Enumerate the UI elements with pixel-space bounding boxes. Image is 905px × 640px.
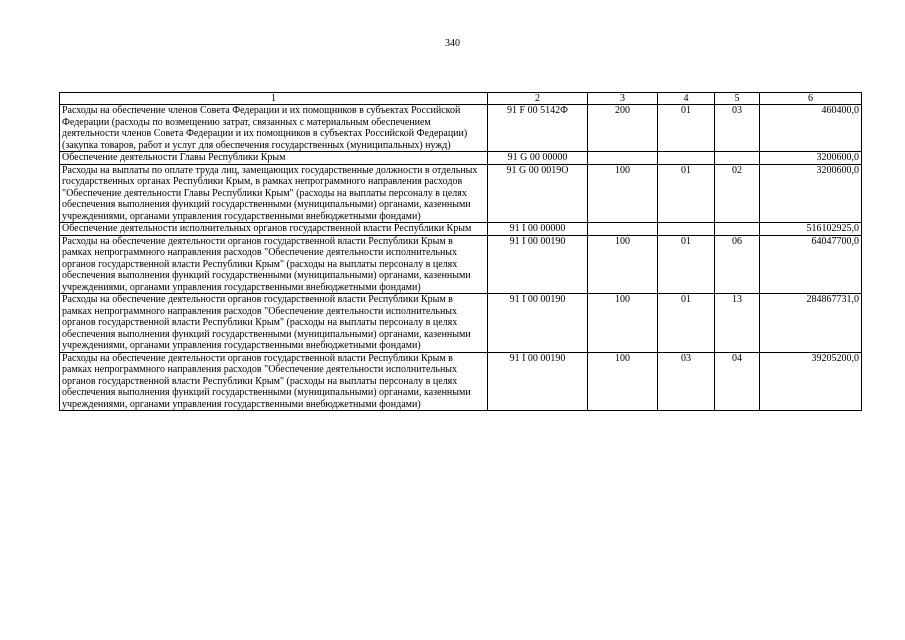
row-subsection: 13 bbox=[715, 294, 760, 353]
row-expense-type: 100 bbox=[588, 294, 658, 353]
table-row bbox=[60, 294, 862, 353]
column-header-4: 4 bbox=[658, 93, 715, 105]
row-name: Обеспечение деятельности исполнительных органов государственной власти Республики Крым bbox=[60, 223, 488, 236]
table-row bbox=[60, 235, 862, 294]
column-header-6: 6 bbox=[760, 93, 862, 105]
row-subsection: 03 bbox=[715, 105, 760, 152]
budget-table bbox=[59, 92, 862, 411]
row-name: Расходы на обеспечение деятельности органов государственной власти Республики Крым в рамках непрограммного направления расходов "Обеспечение деятельности исполнительных органов государственной власти Республики Крым" (расходы на выплаты персоналу в целях обеспечения выполнения функций государственными (муниципальными) органами, казенными учреждениями, органами управления государственными внебюджетными фондами) bbox=[60, 352, 488, 411]
row-section: 01 bbox=[658, 105, 715, 152]
row-section: 01 bbox=[658, 235, 715, 294]
row-amount: 3200600,0 bbox=[760, 152, 862, 165]
row-target-code: 91 I 00 00000 bbox=[488, 223, 588, 236]
row-section bbox=[658, 152, 715, 165]
row-subsection: 04 bbox=[715, 352, 760, 411]
row-expense-type: 200 bbox=[588, 105, 658, 152]
table-row bbox=[60, 105, 862, 152]
row-subsection: 02 bbox=[715, 164, 760, 223]
row-subsection: 06 bbox=[715, 235, 760, 294]
row-name: Обеспечение деятельности Главы Республики Крым bbox=[60, 152, 488, 165]
row-subsection bbox=[715, 223, 760, 236]
table-row bbox=[60, 223, 862, 236]
row-amount: 284867731,0 bbox=[760, 294, 862, 353]
row-section: 01 bbox=[658, 294, 715, 353]
row-expense-type: 100 bbox=[588, 352, 658, 411]
row-expense-type bbox=[588, 152, 658, 165]
row-amount: 460400,0 bbox=[760, 105, 862, 152]
row-section bbox=[658, 223, 715, 236]
column-header-3: 3 bbox=[588, 93, 658, 105]
table-header-row bbox=[60, 93, 862, 105]
row-amount: 516102925,0 bbox=[760, 223, 862, 236]
row-expense-type bbox=[588, 223, 658, 236]
row-name: Расходы на обеспечение деятельности органов государственной власти Республики Крым в рамках непрограммного направления расходов "Обеспечение деятельности исполнительных органов государственной власти Республики Крым" (расходы на выплаты персоналу в целях обеспечения выполнения функций государственными (муниципальными) органами, казенными учреждениями, органами управления государственными внебюджетными фондами) bbox=[60, 294, 488, 353]
row-target-code: 91 G 00 0019О bbox=[488, 164, 588, 223]
row-amount: 64047700,0 bbox=[760, 235, 862, 294]
row-amount: 39205200,0 bbox=[760, 352, 862, 411]
column-header-2: 2 bbox=[488, 93, 588, 105]
row-subsection bbox=[715, 152, 760, 165]
table-row bbox=[60, 152, 862, 165]
row-target-code: 91 I 00 00190 bbox=[488, 352, 588, 411]
row-target-code: 91 I 00 00190 bbox=[488, 235, 588, 294]
row-section: 01 bbox=[658, 164, 715, 223]
row-name: Расходы на обеспечение деятельности органов государственной власти Республики Крым в рамках непрограммного направления расходов "Обеспечение деятельности исполнительных органов государственной власти Республики Крым" (расходы на выплаты персоналу в целях обеспечения выполнения функций государственными (муниципальными) органами, казенными учреждениями, органами управления государственными внебюджетными фондами) bbox=[60, 235, 488, 294]
row-name: Расходы на обеспечение членов Совета Федерации и их помощников в субъектах Российской Федерации (расходы по возмещению затрат, связанных с материальным обеспечением деятельности членов Совета Федерации и их помощников в субъектах Российской Федерации) (закупка товаров, работ и услуг для обеспечения государственных (муниципальных) нужд) bbox=[60, 105, 488, 152]
row-expense-type: 100 bbox=[588, 235, 658, 294]
row-target-code: 91 F 00 5142Ф bbox=[488, 105, 588, 152]
table-row bbox=[60, 352, 862, 411]
column-header-1: 1 bbox=[60, 93, 488, 105]
table-row bbox=[60, 164, 862, 223]
row-section: 03 bbox=[658, 352, 715, 411]
row-name: Расходы на выплаты по оплате труда лиц, замещающих государственные должности в отдельных государственных органах Республики Крым, в рамках непрограммного направления расходов "Обеспечение деятельности Главы Республики Крым" (расходы на выплаты персоналу в целях обеспечения выполнения функций государственными (муниципальными) органами, казенными учреждениями, органами управления государственными внебюджетными фондами) bbox=[60, 164, 488, 223]
column-header-5: 5 bbox=[715, 93, 760, 105]
row-expense-type: 100 bbox=[588, 164, 658, 223]
row-amount: 3200600,0 bbox=[760, 164, 862, 223]
page-number: 340 bbox=[445, 38, 460, 49]
row-target-code: 91 G 00 00000 bbox=[488, 152, 588, 165]
row-target-code: 91 I 00 00190 bbox=[488, 294, 588, 353]
